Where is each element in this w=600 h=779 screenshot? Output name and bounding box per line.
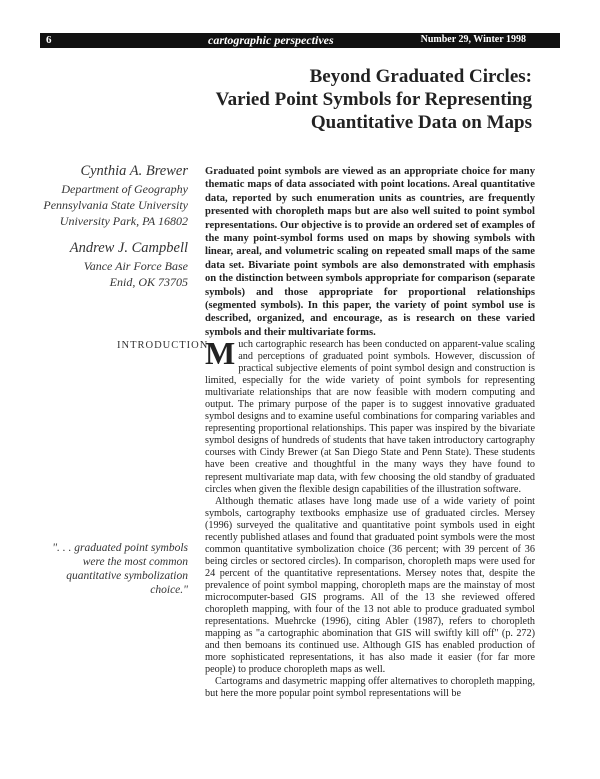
paragraph: Cartograms and dasymetric mapping offer alternatives to choropleth mapping, but here the more popular point symbol representations will be (205, 676, 535, 700)
paragraph (205, 335, 535, 496)
author-affiliation-line: Pennsylvania State University (43, 198, 188, 212)
issue-info: Number 29, Winter 1998 (420, 34, 526, 45)
section-heading: INTRODUCTION (117, 340, 209, 351)
running-header (40, 33, 560, 48)
author-name: Cynthia A. Brewer (80, 163, 188, 179)
author-affiliation-line: Department of Geography (61, 182, 188, 196)
author-name: Andrew J. Campbell (69, 240, 188, 256)
drop-cap: M (205, 335, 236, 371)
pull-quote: ". . . graduated point symbols were the most common quantitative symbolization choice." (52, 542, 188, 596)
author-affiliation-line: Vance Air Force Base (83, 259, 188, 273)
title-line: Beyond Graduated Circles: (309, 66, 532, 87)
author-block-1 (43, 161, 188, 229)
paragraph: Although thematic atlases have long made use of a wide variety of point symbols, cartography textbooks emphasize use of graduated circles. Mersey (1996) surveyed the qualitative and quantitative point symbols used in eight recently published atlases and found that graduated point symbols were the most common quantitative symbolization choice (36 percent; with 39 percent of 36 being circles or sectored circles). In comparison, choropleth maps were used for 24 percent of the quantitative representations. Mersey notes that, despite the prevalence of point symbol mapping, choropleth maps are the mainstay of most microcomputer-based GIS programs. All of the 13 she reviewed offered choropleth mapping, with four of the 13 not able to produce graduated symbol representations. Muehrcke (1996), citing Abler (1987), refers to choropleth mapping as "a cartographic abomination that GIS will swiftly kill off" (p. 272) and then bemoans its continued use. Although GIS has enabled production of more sophisticated representations, it has also made it easier (for far more people) to produce choropleth maps as well. (205, 495, 535, 676)
paragraph-text: uch cartographic research has been conducted on apparent-value scaling and perceptions of graduated point symbols. However, discussion of practical subjective elements of point symbol design and construction is limited, especially for the wide variety of point symbols for representing multivariate relationships that are now feasible with modern computing and output. The primary purpose of the paper is to suggest innovative graduated symbol designs and to examine useful combinations for comparing variables and representing proportional relationships. This paper was inspired by the bivariate symbol designs of hundreds of students that have taken introductory cartography courses with Cindy Brewer (at San Diego State and Penn State). These students have been creative and thoughtful in the many ways they have found to represent multivariate map data, with few choosing the old standby of graduated circles when given the flexible design capabilities of the illustration software. (205, 339, 535, 495)
body-text (205, 335, 535, 700)
page-number: 6 (46, 34, 52, 46)
author-affiliation-line: University Park, PA 16802 (59, 214, 188, 228)
article-title (216, 65, 532, 134)
title-line: Varied Point Symbols for Representing (215, 89, 532, 110)
author-block-2 (70, 238, 188, 290)
abstract: Graduated point symbols are viewed as an appropriate choice for many thematic maps of data associated with point locations. Areal quantitative data, reported by such enumeration units as countries, are frequently presented with choropleth maps but are also well suited to point symbol representations. Our objective is to provide an ordered set of examples of the many point-symbol forms used on maps by showing symbols with linear, areal, and volumetric scaling on repeated small maps of the same data set. Bivariate point symbols are also demonstrated with emphasis on the distinction between symbols appropriate for comparison (separate symbols) and those appropriate for proportional relationships (segmented symbols). In this paper, the variety of point symbol use is described, organized, and encourage, as is research on these varied symbols and their multivariate forms. (205, 166, 535, 338)
journal-title: cartographic perspectives (208, 33, 334, 47)
title-line: Quantitative Data on Maps (310, 112, 532, 133)
author-affiliation-line: Enid, OK 73705 (109, 275, 188, 289)
